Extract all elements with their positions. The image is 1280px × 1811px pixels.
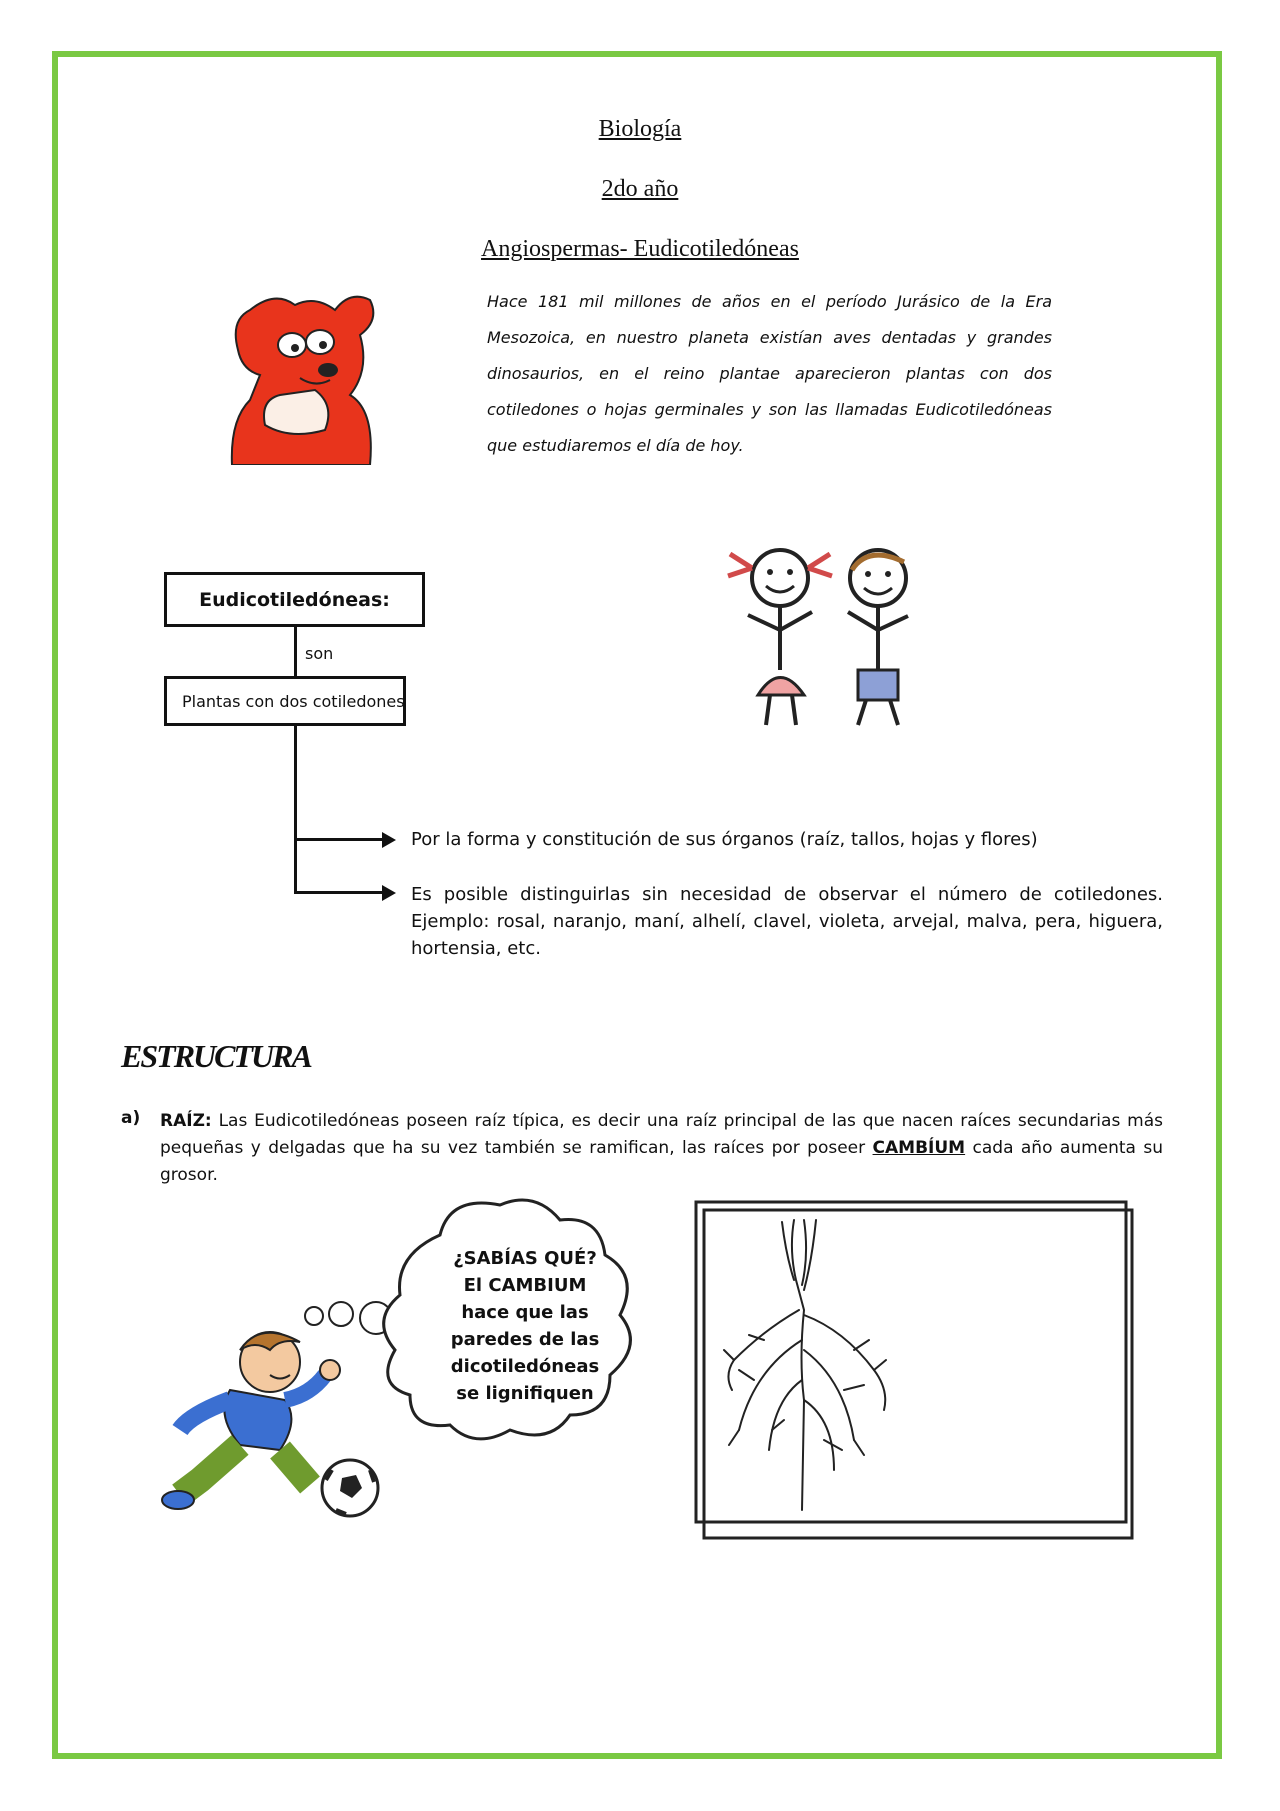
concept-definition-box — [164, 676, 406, 726]
raiz-text-before: Las Eudicotiledóneas poseen raíz típica, es decir una raíz principal de las que nacen raíces secundarias más pequeñas y delgadas que ha su vez también se ramifican, las raíces por poseer — [160, 1111, 1163, 1158]
connector-label: son — [305, 644, 334, 663]
connector-line-son — [294, 627, 297, 676]
section-heading: ESTRUCTURA — [121, 1038, 311, 1074]
raiz-paragraph — [160, 1108, 1163, 1189]
dog-illustration — [220, 290, 380, 465]
concept-root-box — [164, 572, 425, 627]
bubble-line: paredes de las — [450, 1329, 600, 1350]
arrow-right-icon — [382, 885, 396, 901]
branch-1-text: Por la forma y constitución de sus órganos (raíz, tallos, hojas y flores) — [411, 829, 1038, 850]
branch-arrow-2-line — [294, 891, 382, 894]
raiz-text-after: cada año aumenta su grosor. — [160, 1138, 1163, 1185]
bubble-line: dicotiledóneas — [450, 1356, 600, 1377]
kids-illustration — [708, 540, 938, 740]
bubble-line: se lignifiquen — [456, 1383, 594, 1404]
item-marker: a) — [121, 1108, 141, 1128]
branch-2-text: Es posible distinguirlas sin necesidad de observar el número de cotiledones. Ejemplo: rosal, naranjo, maní, alhelí, clavel, violeta, arvejal, malva, pera, higuera, hortensia, etc. — [411, 884, 1163, 959]
raiz-term: RAÍZ: — [160, 1111, 212, 1131]
concept-definition-label: Plantas con dos cotiledones — [182, 691, 405, 711]
topic-title: Angiospermas- Eudicotiledóneas — [481, 236, 799, 262]
concept-root-label: Eudicotiledóneas: — [199, 588, 390, 611]
bubble-line: El CAMBIUM — [463, 1275, 587, 1296]
subject-title: Biología — [598, 116, 682, 142]
root-illustration — [694, 1200, 1134, 1540]
arrow-right-icon — [382, 832, 396, 848]
branch-arrow-1-line — [294, 838, 382, 841]
intro-paragraph: Hace 181 mil millones de años en el período Jurásico de la Era Mesozoica, en nuestro planeta existían aves dentadas y grandes dinosaurios, en el reino plantae aparecieron plantas con dos cotiledones o hojas germinales y son las llamadas Eudicotiledóneas que estudiaremos el día de hoy. — [487, 292, 1052, 455]
branch-trunk-line — [294, 726, 297, 893]
bubble-line: hace que las — [461, 1302, 589, 1323]
cambium-highlight: CAMBÍUM — [872, 1138, 966, 1158]
grade-title: 2do año — [601, 176, 679, 202]
thought-bubble-text — [430, 1245, 620, 1407]
bubble-line: ¿SABÍAS QUÉ? — [453, 1248, 597, 1269]
